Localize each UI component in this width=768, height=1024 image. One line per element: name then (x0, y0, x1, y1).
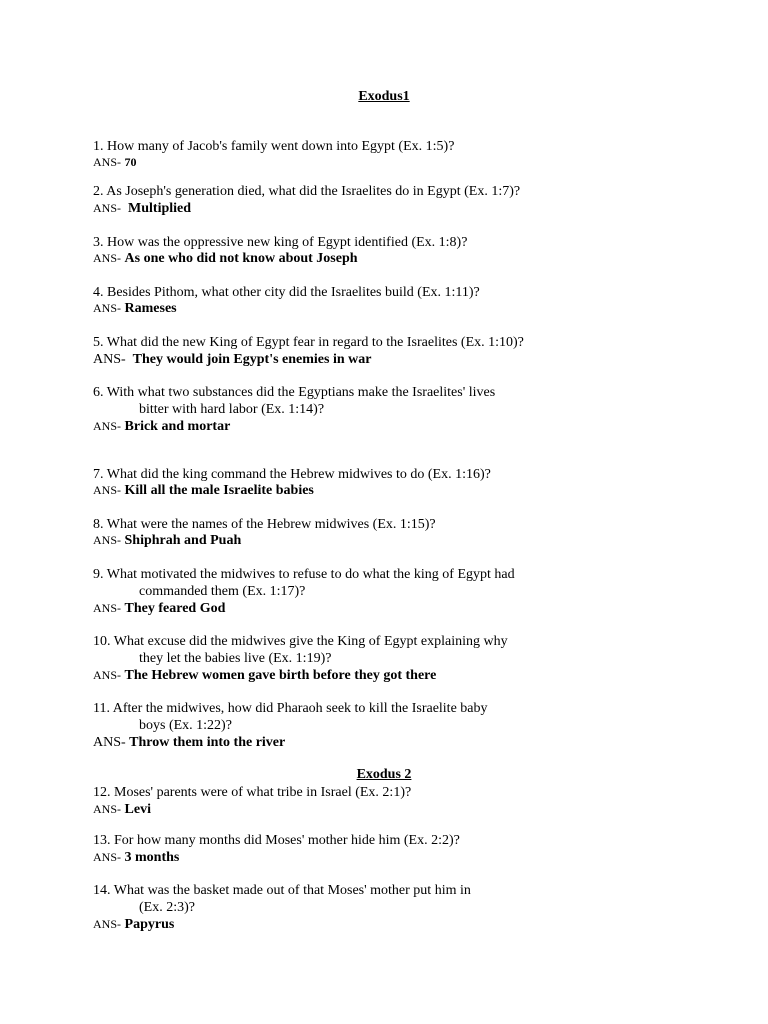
question-text: 5. What did the new King of Egypt fear in regard to the Israelites (Ex. 1:10)? (93, 335, 524, 350)
question-text: 11. After the midwives, how did Pharaoh seek to kill the Israelite baby (93, 701, 488, 716)
page-title: Exodus1 (358, 89, 410, 104)
answer-label: ANS- (93, 735, 126, 750)
answer-text: Brick and mortar (124, 419, 231, 434)
question-2 (93, 183, 520, 200)
answer-text: The Hebrew women gave birth before they got there (124, 668, 437, 683)
answer-1 (93, 154, 137, 171)
question-text: 1. How many of Jacob's family went down into Egypt (Ex. 1:5)? (93, 139, 455, 154)
question-10 (93, 633, 508, 667)
question-text-continued: bitter with hard labor (Ex. 1:14)? (139, 402, 325, 417)
answer-4 (93, 300, 177, 317)
answer-label: ANS- (93, 201, 122, 215)
question-text: 2. As Joseph's generation died, what did the Israelites do in Egypt (Ex. 1:7)? (93, 184, 521, 199)
question-11 (93, 700, 488, 734)
answer-label: ANS- (93, 352, 126, 367)
answer-text: Papyrus (124, 917, 175, 932)
answer-label: ANS- (93, 301, 122, 315)
answer-text: Rameses (124, 301, 177, 316)
answer-text: Levi (124, 802, 151, 817)
answer-13 (93, 849, 179, 866)
answer-text: Shiphrah and Puah (124, 533, 242, 548)
answer-text: They would join Egypt's enemies in war (132, 352, 372, 367)
answer-label: ANS- (93, 533, 122, 547)
question-1 (93, 138, 454, 155)
answer-text: They feared God (124, 601, 226, 616)
answer-label: ANS- (93, 419, 122, 433)
question-text: 6. With what two substances did the Egyptians make the Israelites' lives (93, 385, 496, 400)
question-text: 7. What did the king command the Hebrew midwives to do (Ex. 1:16)? (93, 467, 491, 482)
question-9 (93, 566, 515, 600)
answer-text: Kill all the male Israelite babies (124, 483, 314, 498)
answer-12 (93, 801, 151, 818)
answer-text: As one who did not know about Joseph (124, 251, 358, 266)
question-text-continued: boys (Ex. 1:22)? (139, 718, 232, 733)
question-14 (93, 882, 471, 916)
question-5 (93, 334, 524, 351)
question-text-continued: (Ex. 2:3)? (139, 900, 195, 915)
answer-label: ANS- (93, 802, 122, 816)
question-text: 8. What were the names of the Hebrew midwives (Ex. 1:15)? (93, 517, 436, 532)
question-text: 13. For how many months did Moses' mother hide him (Ex. 2:2)? (93, 833, 460, 848)
answer-2 (93, 200, 191, 217)
answer-label: ANS- (93, 601, 122, 615)
question-text: 3. How was the oppressive new king of Egypt identified (Ex. 1:8)? (93, 235, 468, 250)
question-text: 4. Besides Pithom, what other city did the Israelites build (Ex. 1:11)? (93, 285, 480, 300)
question-7 (93, 466, 491, 483)
question-text-continued: they let the babies live (Ex. 1:19)? (139, 651, 332, 666)
question-12 (93, 784, 411, 801)
answer-11 (93, 734, 285, 751)
answer-label: ANS- (93, 155, 122, 169)
question-text: 14. What was the basket made out of that Moses' mother put him in (93, 883, 471, 898)
answer-label: ANS- (93, 917, 122, 931)
answer-10 (93, 667, 436, 684)
answer-text: 70 (124, 155, 137, 169)
question-text: 10. What excuse did the midwives give the King of Egypt explaining why (93, 634, 508, 649)
answer-5 (93, 351, 371, 368)
question-6 (93, 384, 495, 418)
answer-7 (93, 482, 314, 499)
answer-6 (93, 418, 230, 435)
answer-label: ANS- (93, 668, 122, 682)
answer-label: ANS- (93, 850, 122, 864)
answer-label: ANS- (93, 251, 122, 265)
answer-3 (93, 250, 358, 267)
answer-text: Multiplied (128, 201, 192, 216)
question-13 (93, 832, 460, 849)
question-8 (93, 516, 436, 533)
question-text: 12. Moses' parents were of what tribe in Israel (Ex. 2:1)? (93, 785, 412, 800)
answer-text: 3 months (124, 850, 180, 865)
question-text-continued: commanded them (Ex. 1:17)? (139, 584, 306, 599)
answer-8 (93, 532, 241, 549)
answer-9 (93, 600, 225, 617)
question-4 (93, 284, 480, 301)
answer-label: ANS- (93, 483, 122, 497)
section-heading-exodus-2: Exodus 2 (356, 767, 412, 782)
question-text: 9. What motivated the midwives to refuse to do what the king of Egypt had (93, 567, 515, 582)
answer-text: Throw them into the river (129, 735, 286, 750)
answer-14 (93, 916, 174, 933)
question-3 (93, 234, 467, 251)
